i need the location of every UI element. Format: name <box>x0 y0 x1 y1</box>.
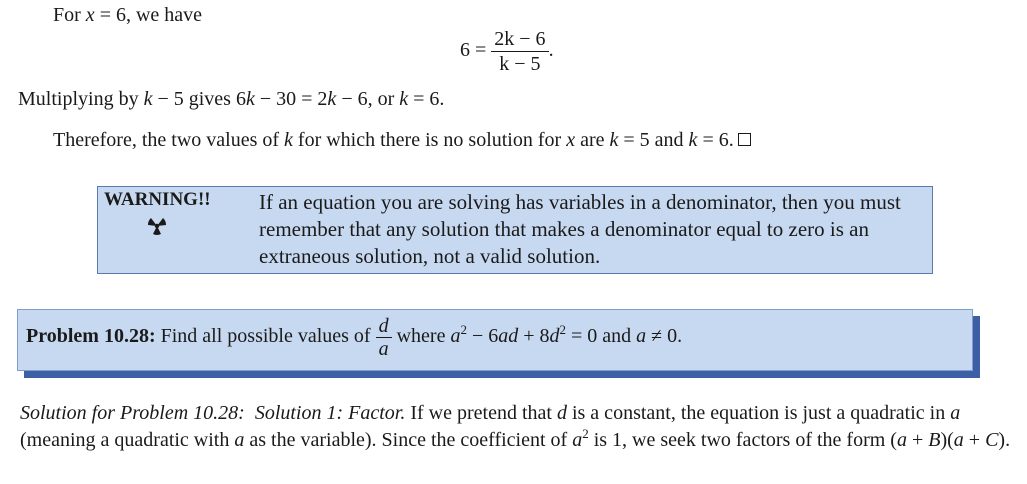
problem-statement: Problem 10.28: Find all possible values of $\frac{d}{a}$ where $a^2 - 6ad + 8d^2 = 0$ and a ≠ 0. <box>26 315 683 360</box>
text-line-for-x: For x = 6, we have <box>53 4 203 26</box>
equation-display <box>460 27 554 76</box>
warning-box <box>97 186 933 274</box>
qed-square-icon <box>738 133 751 146</box>
equation-period: . <box>548 39 554 62</box>
warning-heading: WARNING!! <box>104 189 211 210</box>
warning-text: If an equation you are solving has variables in a denominator, then you must remember that any solution that makes a denominator equal to zero is an extraneous solution, not a valid solution. <box>259 190 901 268</box>
equation-fraction <box>491 27 548 76</box>
fraction-numerator: 2k − 6 <box>491 27 548 52</box>
text-line-therefore: Therefore, the two values of k for which there is no solution for x are k = 5 and k = 6. <box>53 129 751 152</box>
solution-paragraph: Solution for Problem 10.28: Solution 1: Factor. If we pretend that d is a constant, the equation is just a quadratic in a (meaning a quadratic with a as the variable). Since the coefficient of $a^2$ is 1, we seek two factors of the form (a + B)(a + C). <box>20 402 1011 451</box>
solution-subheading: Solution 1: Factor. <box>254 402 406 424</box>
radiation-icon <box>146 216 168 236</box>
solution-label: Solution for Problem 10.28: <box>20 402 245 424</box>
text-line-multiplying: Multiplying by k − 5 gives 6k − 30 = 2k − 6, or k = 6. <box>18 88 445 110</box>
problem-box <box>17 309 973 371</box>
problem-fraction: $\frac{d}{a}$ <box>376 315 392 360</box>
problem-label: Problem 10.28: <box>26 325 156 348</box>
equation-lhs: 6 = <box>460 39 487 62</box>
fraction-denominator: k − 5 <box>499 53 541 75</box>
